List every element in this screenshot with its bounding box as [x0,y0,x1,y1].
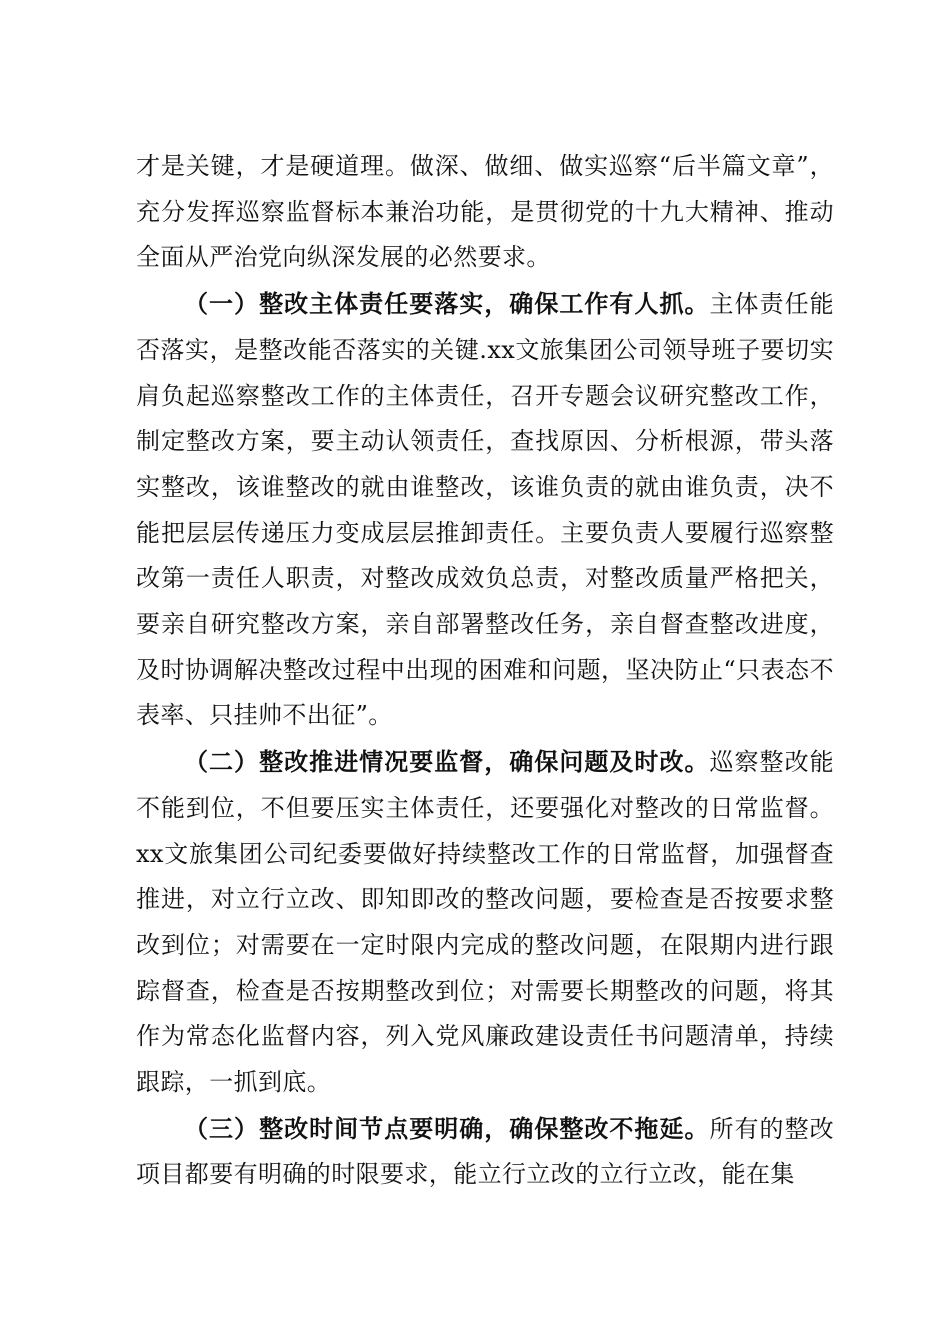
section-heading: （一）整改主体责任要落实，确保工作有人抓。 [184,289,710,319]
section-heading: （二）整改推进情况要监督，确保问题及时改。 [184,747,710,777]
paragraph-body: 巡察整改能不能到位，不但要压实主体责任，还要强化对整改的日常监督。xx文旅集团公司纪委要做好持续整改工作的日常监督，加强督查推进，对立行立改、即知即改的整改问题，要检查是否按要求整改到位；对需要在一定时限内完成的整改问题，在限期内进行跟踪督查，检查是否按期整改到位；对需要长期整改的问题，将其作为常态化监督内容，列入党风廉政建设责任书问题清单，持续跟踪，一抓到底。 [136,748,834,1097]
paragraph-section-2 [136,739,834,1106]
document-page [136,144,834,1198]
paragraph-section-1 [136,281,834,739]
paragraph-intro [136,144,834,281]
paragraph-body: 所有的整改项目都要有明确的时限要求，能立行立改的立行立改，能在集 [136,1114,834,1189]
paragraph-body: 主体责任能否落实，是整改能否落实的关键.xx文旅集团公司领导班子要切实肩负起巡察整改工作的主体责任，召开专题会议研究整改工作，制定整改方案，要主动认领责任，查找原因、分析根源，带头落实整改，该谁整改的就由谁整改，该谁负责的就由谁负责，决不能把层层传递压力变成层层推卸责任。主要负责人要履行巡察整改第一责任人职责，对整改成效负总责，对整改质量严格把关，要亲自研究整改方案，亲自部署整改任务，亲自督查整改进度，及时协调解决整改过程中出现的困难和问题，坚决防止“只表态不表率、只挂帅不出征”。 [136,290,834,730]
paragraph-section-3 [136,1106,834,1198]
section-heading: （三）整改时间节点要明确，确保整改不拖延。 [184,1113,710,1143]
paragraph-body: 才是关键，才是硬道理。做深、做细、做实巡察“后半篇文章”，充分发挥巡察监督标本兼治功能，是贯彻党的十九大精神、推动全面从严治党向纵深发展的必然要求。 [136,152,834,272]
